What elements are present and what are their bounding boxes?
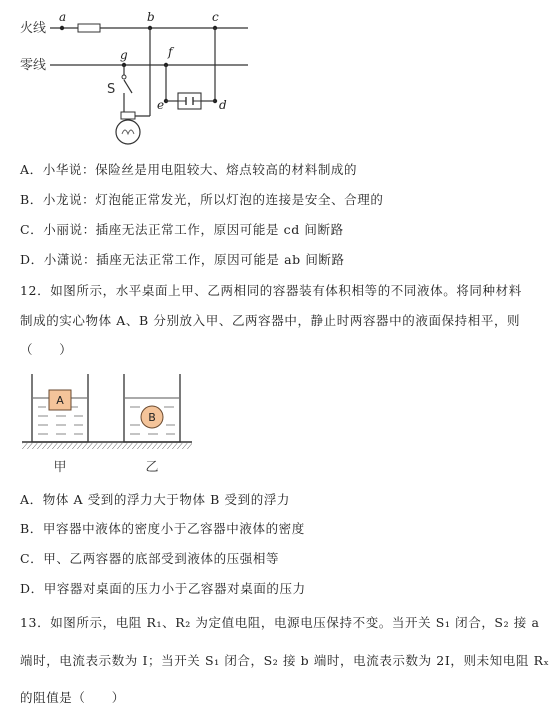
q12-option-c: C．甲、乙两容器的底部受到液体的压强相等 xyxy=(20,551,280,566)
q12-option-b: B．甲容器中液体的密度小于乙容器中液体的密度 xyxy=(20,521,305,536)
q12-stem-line1: 12．如图所示，水平桌面上甲、乙两相同的容器装有体积相等的不同液体。将同种材料 xyxy=(20,283,522,298)
fuse xyxy=(78,24,100,32)
point-a-label: a xyxy=(59,10,67,24)
q13-line2: 端时，电流表示数为 I；当开关 S₁ 闭合，S₂ 接 b 端时，电流表示数为 2I，则未知电阻 Rₓ xyxy=(20,653,550,668)
q11-option-b: B．小龙说：灯泡能正常发光，所以灯泡的连接是安全、合理的 xyxy=(20,192,384,207)
q11-option-c: C．小丽说：插座无法正常工作，原因可能是 cd 间断路 xyxy=(20,222,344,237)
point-b-label: b xyxy=(147,10,155,24)
switch-contact xyxy=(122,75,126,79)
q11-option-d: D．小潇说：插座无法正常工作，原因可能是 ab 间断路 xyxy=(20,252,345,267)
label-yi: 乙 xyxy=(145,460,159,475)
point-c-label: c xyxy=(212,10,219,24)
point-e-label: e xyxy=(157,98,165,112)
switch-s xyxy=(124,80,132,93)
q12-option-a: A．物体 A 受到的浮力大于物体 B 受到的浮力 xyxy=(20,492,291,507)
containers-figure xyxy=(20,368,195,480)
point-g-label: g xyxy=(120,48,128,62)
node-a xyxy=(60,26,64,30)
ball-b-label: B xyxy=(148,411,156,424)
switch-label: S xyxy=(107,82,116,97)
neutral-wire-label: 零线 xyxy=(20,58,47,73)
point-f-label: f xyxy=(168,45,173,59)
q11-option-a: A．小华说：保险丝是用电阻较大、熔点较高的材料制成的 xyxy=(20,162,358,177)
lamp-base xyxy=(121,112,135,119)
household-circuit-diagram xyxy=(20,8,260,153)
table-hatching xyxy=(22,443,192,449)
q13-line3: 的阻值是（ ） xyxy=(20,690,125,705)
q12-answer-bracket: （ ） xyxy=(20,342,73,357)
label-jia: 甲 xyxy=(53,460,67,475)
light-bulb-icon xyxy=(116,120,140,144)
block-a-label: A xyxy=(56,394,64,407)
point-d-label: d xyxy=(219,98,227,112)
live-wire-label: 火线 xyxy=(20,21,47,36)
q12-option-d: D．甲容器对桌面的压力小于乙容器对桌面的压力 xyxy=(20,581,306,596)
q12-stem-line2: 制成的实心物体 A、B 分别放入甲、乙两容器中，静止时两容器中的液面保持相平，则 xyxy=(20,313,521,328)
q13-line1: 13．如图所示，电阻 R₁、R₂ 为定值电阻，电源电压保持不变。当开关 S₁ 闭合，S₂ 接 a xyxy=(20,615,540,630)
